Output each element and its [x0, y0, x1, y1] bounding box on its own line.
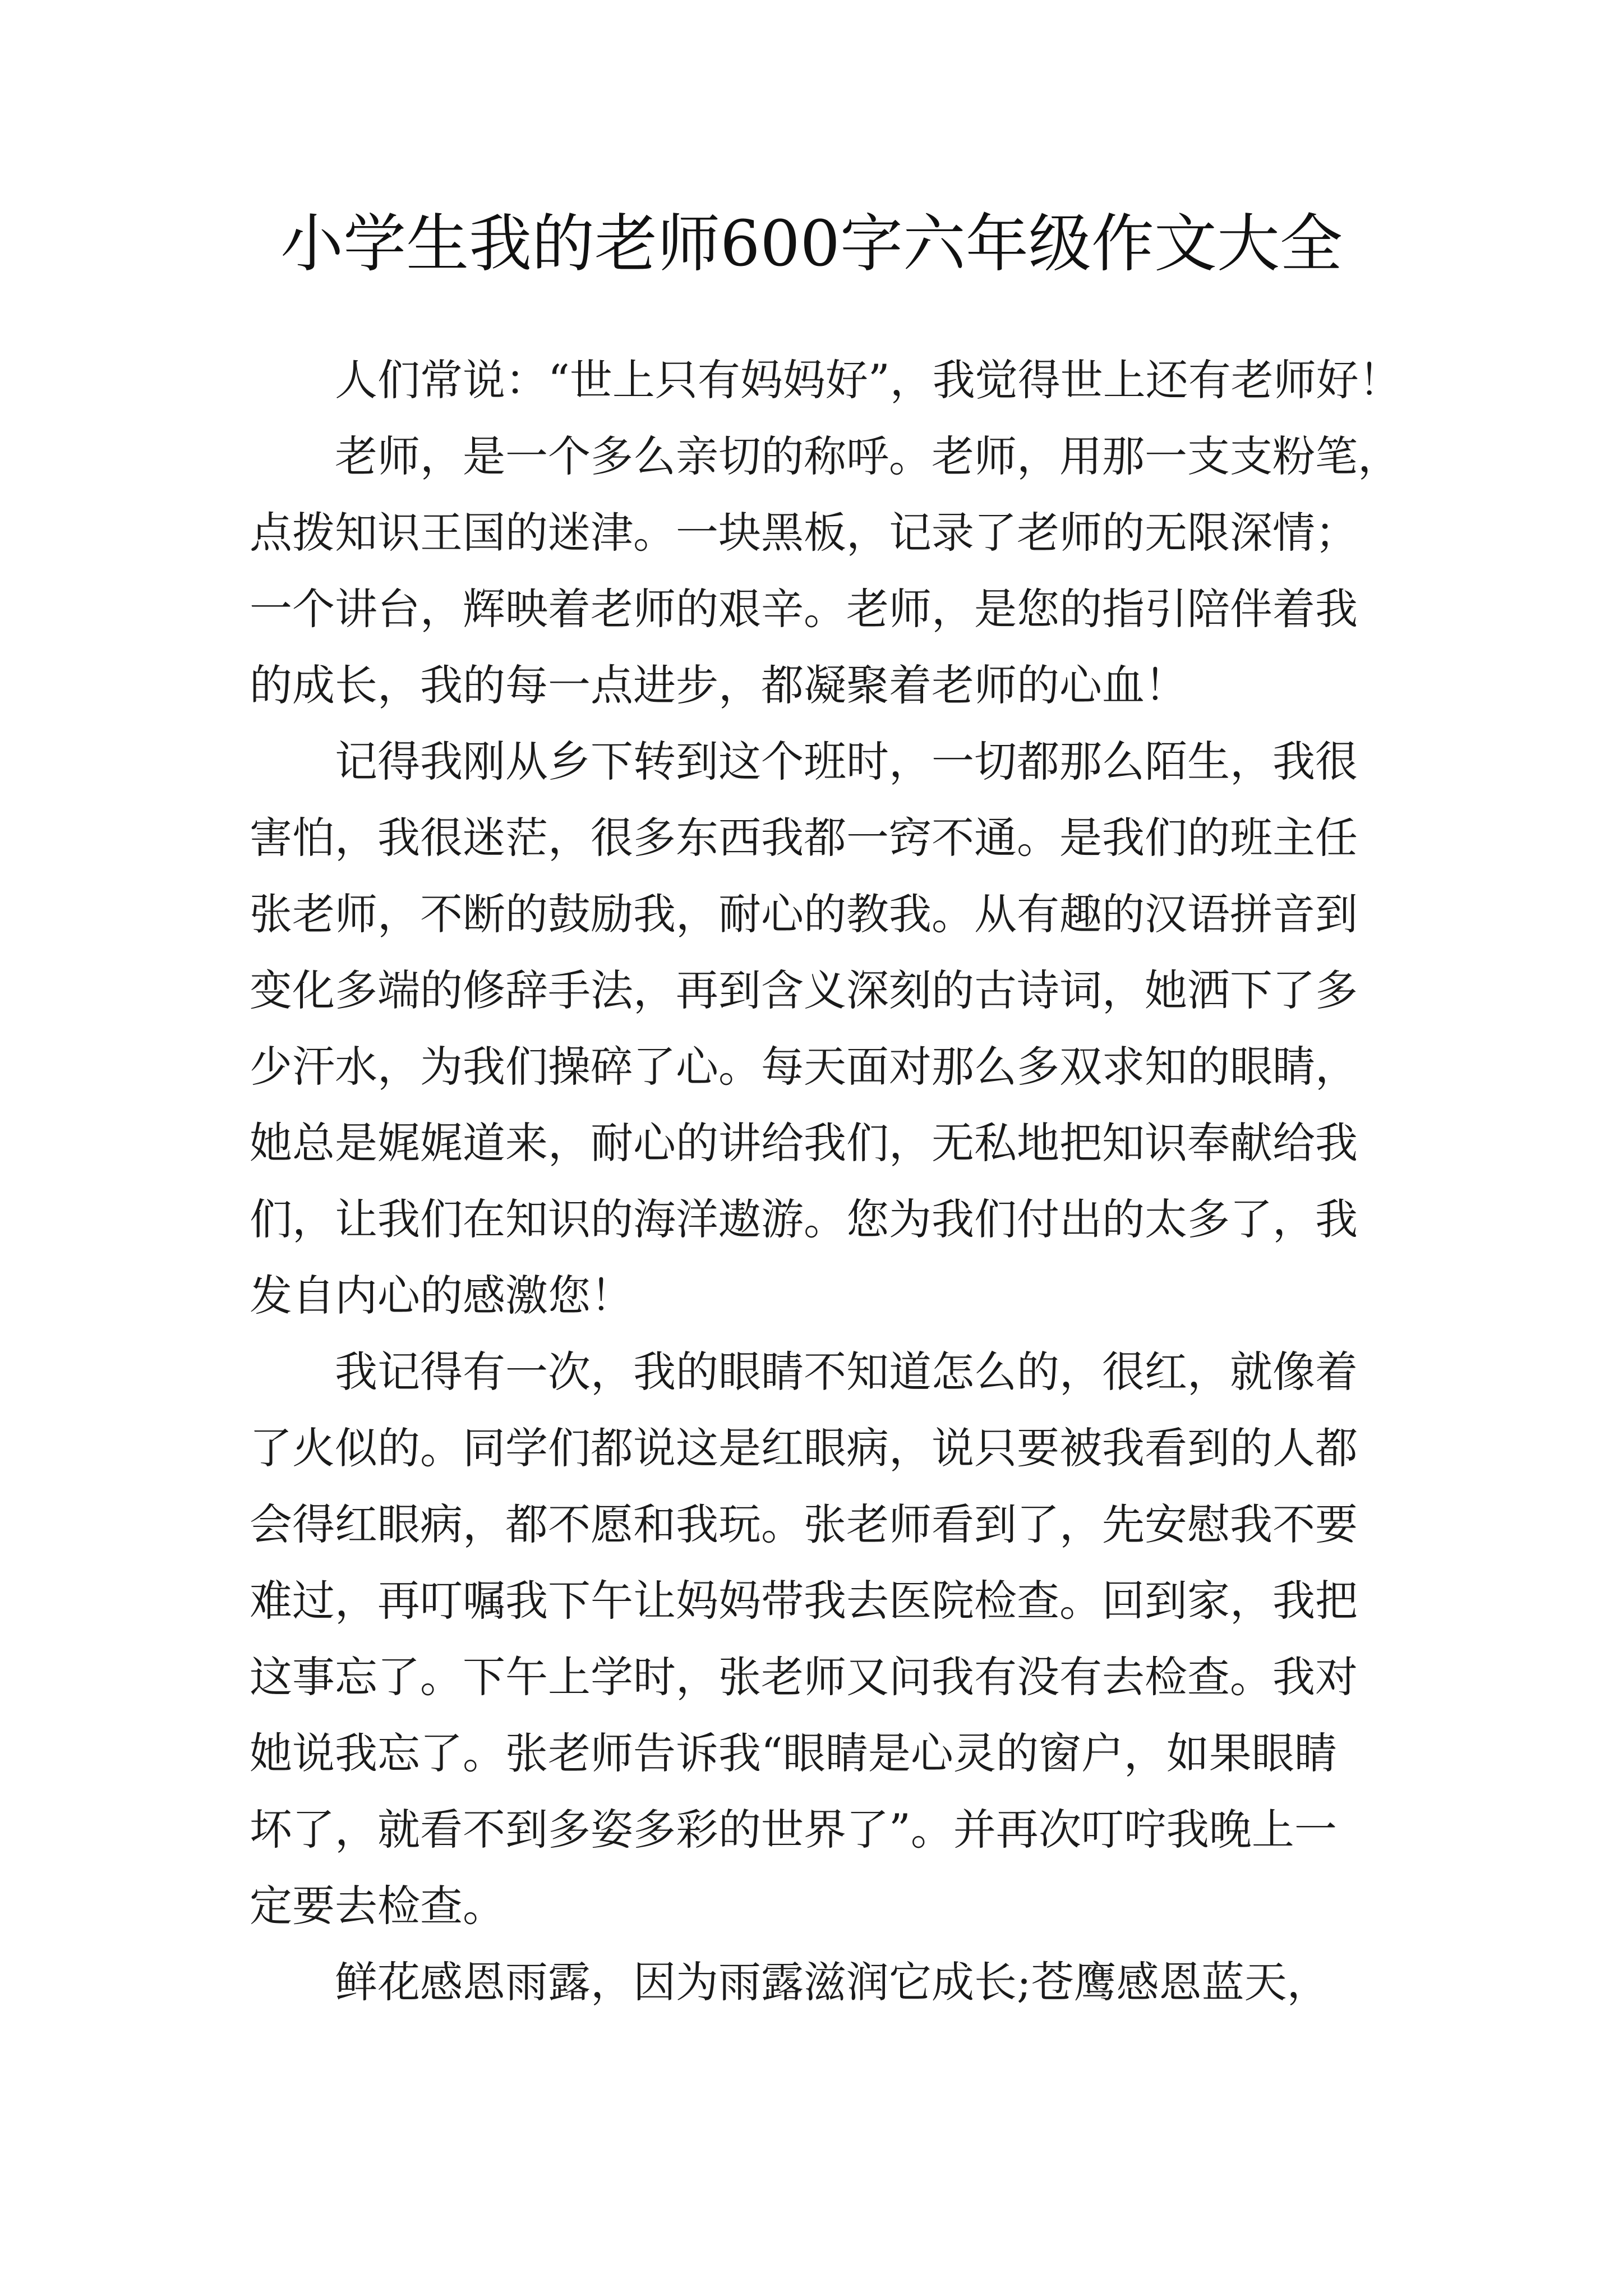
text-line: 少汗水，为我们操碎了心。每天面对那么多双求知的眼睛， [250, 1042, 1358, 1092]
text-line: 鲜花感恩雨露，因为雨露滋润它成长;苍鹰感恩蓝天， [335, 1957, 1330, 2007]
text-line: 老师，是一个多么亲切的称呼。老师，用那一支支粉笔， [335, 431, 1400, 481]
text-line: 一个讲台，辉映着老师的艰辛。老师，是您的指引陪伴着我 [250, 584, 1358, 634]
text-line: 她总是娓娓道来，耐心的讲给我们，无私地把知识奉献给我 [250, 1118, 1358, 1168]
document-body [250, 342, 1401, 2021]
text-line: 变化多端的修辞手法，再到含义深刻的古诗词，她洒下了多 [250, 965, 1358, 1015]
text-line: 张老师，不断的鼓励我，耐心的教我。从有趣的汉语拼音到 [250, 889, 1358, 939]
text-line: 难过，再叮嘱我下午让妈妈带我去医院检查。回到家，我把 [250, 1576, 1358, 1626]
document-title: 小学生我的老师600字六年级作文大全 [280, 208, 1343, 280]
text-line: 发自内心的感激您！ [250, 1271, 633, 1320]
text-line: 这事忘了。下午上学时，张老师又问我有没有去检查。我对 [250, 1652, 1358, 1702]
text-line: 的成长，我的每一点进步，都凝聚着老师的心血！ [250, 660, 1187, 710]
text-line: 害怕，我很迷茫，很多东西我都一窍不通。是我们的班主任 [250, 813, 1358, 863]
text-line: 她说我忘了。张老师告诉我“眼睛是心灵的窗户，如果眼睛 [250, 1728, 1337, 1778]
text-line: 会得红眼病，都不愿和我玩。张老师看到了，先安慰我不要 [250, 1499, 1358, 1549]
text-line: 点拨知识王国的迷津。一块黑板，记录了老师的无限深情； [250, 508, 1358, 558]
text-line: 定要去检查。 [250, 1881, 505, 1931]
text-line: 记得我刚从乡下转到这个班时，一切都那么陌生，我很 [335, 737, 1358, 786]
text-line: 们，让我们在知识的海洋遨游。您为我们付出的太多了，我 [250, 1194, 1358, 1244]
text-line: 我记得有一次，我的眼睛不知道怎么的，很红，就像着 [335, 1347, 1358, 1397]
text-line: 人们常说：“世上只有妈妈好”，我觉得世上还有老师好！ [335, 355, 1401, 405]
text-line: 了火似的。同学们都说这是红眼病，说只要被我看到的人都 [250, 1423, 1358, 1473]
text-line: 坏了，就看不到多姿多彩的世界了”。并再次叮咛我晚上一 [250, 1805, 1337, 1855]
